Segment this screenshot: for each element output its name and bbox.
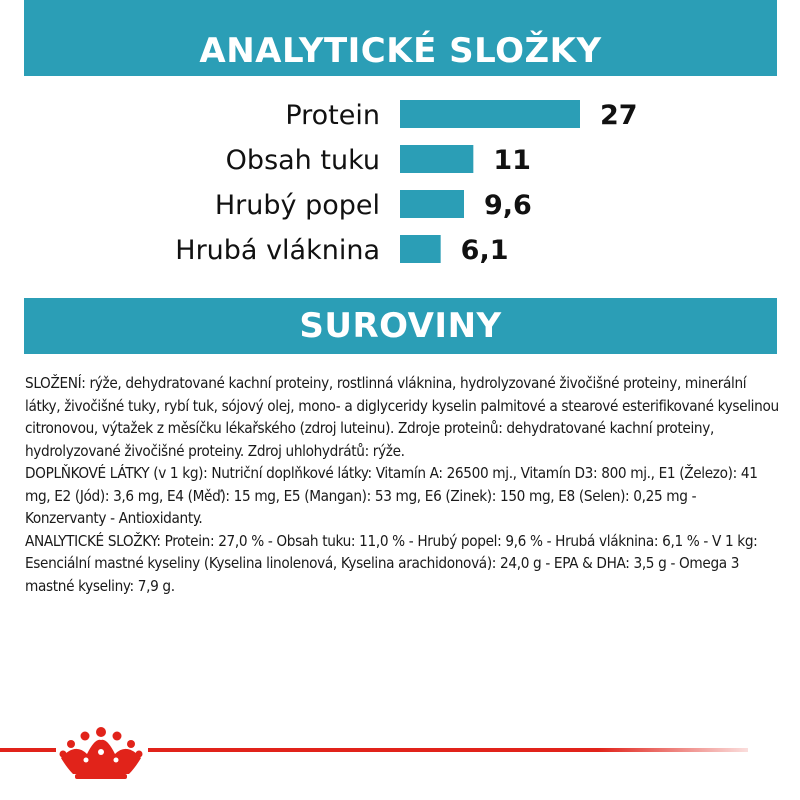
additives-paragraph: DOPLŇKOVÉ LÁTKY (v 1 kg): Nutriční doplňkové látky: Vitamín A: 26500 mj., Vitamín D3: 800 mj., E1 (Železo): 41 mg, E2 (Jód): 3,6 mg, E4 (Měď): 15 mg, E5 (Mangan): 53 mg, E6 (Zinek): 150 mg, E8 (Selen): 0,25 mg - Konzervanty - Antioxidanty. [25, 464, 758, 527]
bar [400, 100, 580, 128]
category-label: Hrubá vláknina [175, 235, 380, 266]
analytical-header-title: ANALYTICKÉ SLOŽKY [199, 31, 602, 71]
value-label: 9,6 [484, 190, 532, 221]
category-label: Hrubý popel [214, 190, 380, 221]
bar [400, 190, 464, 218]
analytical-header [24, 0, 777, 76]
category-label: Protein [285, 100, 380, 131]
value-label: 27 [600, 100, 638, 131]
category-label: Obsah tuku [225, 145, 380, 176]
footer-line-right [148, 748, 748, 752]
analytical-paragraph: ANALYTICKÉ SLOŽKY: Protein: 27,0 % - Obsah tuku: 11,0 % - Hrubý popel: 9,6 % - Hrubá vláknina: 6,1 % - V 1 kg: Esenciální mastné kyseliny (Kyselina linolenová, Kyselina arachidonová): 24,0 g - EPA & DHA: 3,5 g - Omega 3 mastné kyseliny: 7,9 g. [25, 531, 758, 595]
value-label: 11 [493, 145, 531, 176]
bar [400, 145, 473, 173]
bar [400, 235, 441, 263]
crown-icon [55, 722, 147, 782]
footer-line-left [0, 748, 56, 752]
value-label: 6,1 [460, 235, 509, 266]
ingredients-header [24, 298, 777, 354]
composition-paragraph: SLOŽENÍ: rýže, dehydratované kachní proteiny, rostlinná vláknina, hydrolyzované živočišné proteiny, minerální látky, živočišné tuky, rybí tuk, sójový olej, mono- a diglyceridy kyselin palmitové a stearové esterifikované kyselinou citronovou, výtažek z měsíčku lékařského (zdroj luteinu). Zdroje proteinů: dehydratované kachní proteiny, hydrolyzované živočišné proteiny. Zdroj uhlohydrátů: rýže. [25, 374, 779, 460]
ingredients-text [25, 372, 780, 597]
analytical-bar-chart [0, 90, 800, 280]
ingredients-header-title: SUROVINY [299, 306, 502, 346]
